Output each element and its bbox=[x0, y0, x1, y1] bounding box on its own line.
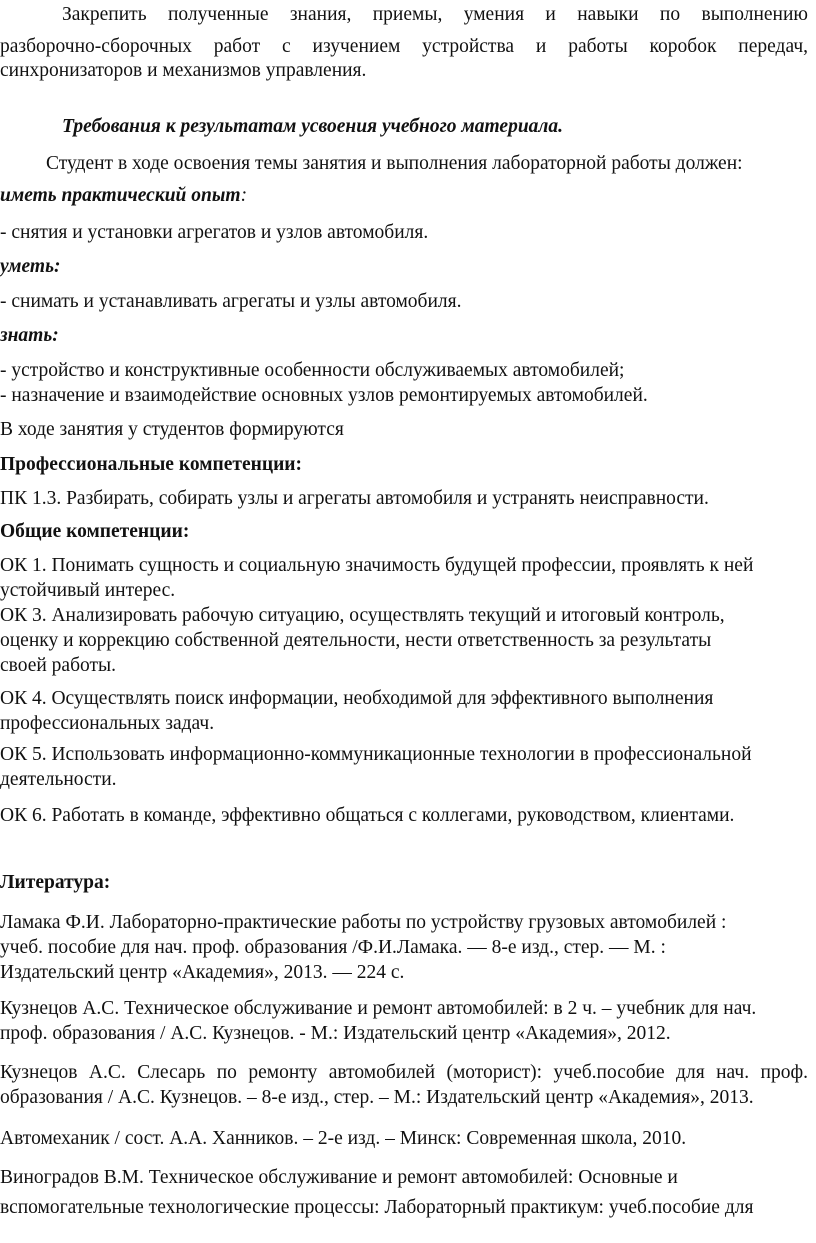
ok1-line-2: устойчивый интерес. bbox=[0, 580, 176, 601]
formed-line: В ходе занятия у студентов формируются bbox=[0, 419, 344, 440]
reference-3-line-2: образования / А.С. Кузнецов. – 8-е изд., стер. – М.: Издательский центр «Академия», 2013. bbox=[0, 1087, 754, 1108]
intro-line-3: синхронизаторов и механизмов управления. bbox=[0, 60, 367, 81]
experience-item: - снятия и установки агрегатов и узлов автомобиля. bbox=[0, 222, 429, 243]
reference-1-line-3: Издательский центр «Академия», 2013. — 224 с. bbox=[0, 962, 405, 983]
skills-item: - снимать и устанавливать агрегаты и узлы автомобиля. bbox=[0, 291, 462, 312]
literature-heading: Литература: bbox=[0, 872, 111, 893]
reference-5-line-2: вспомогательные технологические процессы: Лабораторный практикум: учеб.пособие для bbox=[0, 1197, 754, 1218]
ok5-line-1: ОК 5. Использовать информационно-коммуникационные технологии в профессиональной bbox=[0, 744, 752, 765]
ok4-line-1: ОК 4. Осуществлять поиск информации, необходимой для эффективного выполнения bbox=[0, 688, 714, 709]
intro-line-1: Закрепить полученные знания, приемы, умения и навыки по выполнению bbox=[62, 4, 808, 25]
experience-colon: : bbox=[240, 185, 248, 206]
pk-1-3: ПК 1.3. Разбирать, собирать узлы и агрегаты автомобиля и устранять неисправности. bbox=[0, 488, 709, 509]
reference-4: Автомеханик / сост. А.А. Ханников. – 2-е изд. – Минск: Современная школа, 2010. bbox=[0, 1128, 687, 1149]
ok1-line-1: ОК 1. Понимать сущность и социальную значимость будущей профессии, проявлять к ней bbox=[0, 555, 754, 576]
knowledge-item: - устройство и конструктивные особенности обслуживаемых автомобилей; bbox=[0, 360, 625, 381]
ok4-line-2: профессиональных задач. bbox=[0, 713, 215, 734]
ok6: ОК 6. Работать в команде, эффективно общаться с коллегами, руководством, клиентами. bbox=[0, 805, 735, 826]
intro-line-2: разборочно-сборочных работ с изучением устройства и работы коробок передач, bbox=[0, 36, 808, 57]
skills-label: уметь: bbox=[0, 256, 61, 277]
general-heading: Общие компетенции: bbox=[0, 521, 190, 542]
experience-label-text: иметь практический опыт bbox=[0, 185, 241, 206]
reference-1-line-2: учеб. пособие для нач. проф. образования /Ф.И.Ламака. — 8-е изд., стер. — М. : bbox=[0, 937, 666, 958]
requirements-heading: Требования к результатам усвоения учебного материала. bbox=[62, 116, 564, 137]
reference-2-line-2: проф. образования / А.С. Кузнецов. - М.: Издательский центр «Академия», 2012. bbox=[0, 1023, 671, 1044]
reference-5-line-1: Виноградов В.М. Техническое обслуживание и ремонт автомобилей: Основные и bbox=[0, 1167, 678, 1188]
ok5-line-2: деятельности. bbox=[0, 769, 117, 790]
professional-heading: Профессиональные компетенции: bbox=[0, 454, 303, 475]
knowledge-item: - назначение и взаимодействие основных узлов ремонтируемых автомобилей. bbox=[0, 385, 648, 406]
student-line: Студент в ходе освоения темы занятия и выполнения лабораторной работы должен: bbox=[46, 153, 743, 174]
reference-1-line-1: Ламака Ф.И. Лабораторно-практические работы по устройству грузовых автомобилей : bbox=[0, 912, 727, 933]
ok3-line-1: ОК 3. Анализировать рабочую ситуацию, осуществлять текущий и итоговый контроль, bbox=[0, 605, 725, 626]
reference-2-line-1: Кузнецов А.С. Техническое обслуживание и ремонт автомобилей: в 2 ч. – учебник для нач. bbox=[0, 998, 757, 1019]
ok3-line-2: оценку и коррекцию собственной деятельности, нести ответственность за результаты bbox=[0, 630, 712, 651]
ok3-line-3: своей работы. bbox=[0, 655, 117, 676]
reference-3-line-1: Кузнецов А.С. Слесарь по ремонту автомобилей (моторист): учеб.пособие для нач. проф. bbox=[0, 1062, 808, 1083]
knowledge-label: знать: bbox=[0, 325, 59, 346]
experience-label bbox=[0, 183, 247, 209]
